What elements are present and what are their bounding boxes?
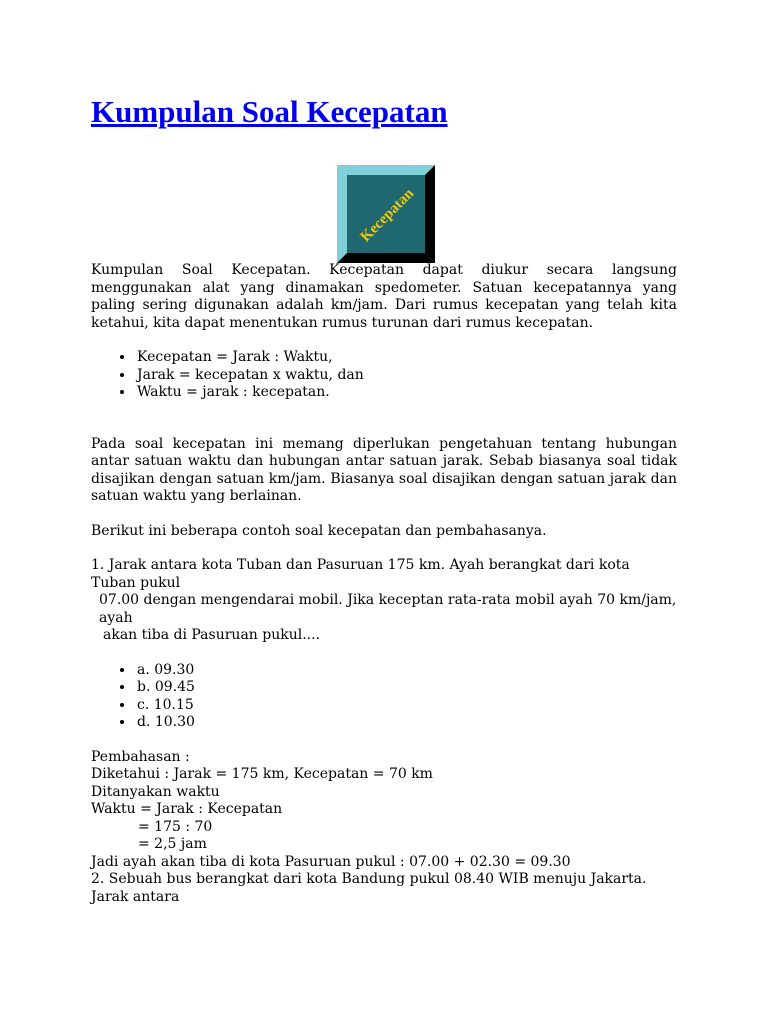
formula-list [91, 349, 677, 402]
question-1-line-3: akan tiba di Pasuruan pukul.... [103, 627, 321, 643]
intro-paragraph: Kumpulan Soal Kecepatan. Kecepatan dapat diukur secara langsung menggunakan alat yang dinamakan spedometer. Satuan kecepatannya yang paling sering digunakan adalah km/jam. Dari rumus kecepatan yang telah kita ketahui, kita dapat menentukan rumus turunan dari rumus kecepatan. [91, 262, 677, 331]
formula-item: • Waktu = jarak : kecepatan. [135, 384, 677, 402]
kecepatan-logo [337, 165, 435, 263]
solution-conclusion: Jadi ayah akan tiba di kota Pasuruan pukul : 07.00 + 02.30 = 09.30 [91, 853, 571, 870]
solution-asked: Ditanyakan waktu [91, 783, 220, 800]
logo-label: Kecepatan [357, 185, 418, 246]
title-link[interactable]: Kumpulan Soal Kecepatan [91, 94, 448, 129]
answer-option-c: • c. 10.15 [135, 697, 677, 715]
solution-step-2: = 2,5 jam [138, 836, 207, 852]
answer-option-b: • b. 09.45 [135, 679, 677, 697]
solution-given: Diketahui : Jarak = 175 km, Kecepatan = 70 km [91, 766, 433, 782]
solution-heading: Pembahasan : [91, 748, 190, 765]
answer-options [91, 662, 677, 732]
kecepatan-logo-graphic [337, 165, 435, 263]
answer-option-d: • d. 10.30 [135, 714, 677, 732]
formula-item: • Kecepatan = Jarak : Waktu, [135, 349, 677, 367]
page-title [91, 92, 448, 132]
solution-step-1: = 175 : 70 [138, 818, 213, 835]
article-body [91, 262, 677, 906]
paragraph-examples-intro: Berikut ini beberapa contoh soal kecepatan dan pembahasanya. [91, 522, 547, 539]
answer-option-a: • a. 09.30 [135, 662, 677, 680]
question-1-line-2: 07.00 dengan mengendarai mobil. Jika keceptan rata-rata mobil ayah 70 km/jam, ayah [99, 592, 677, 626]
question-1-line-1: 1. Jarak antara kota Tuban dan Pasuruan 175 km. Ayah berangkat dari kota Tuban pukul [91, 557, 630, 591]
solution-formula: Waktu = Jarak : Kecepatan [91, 801, 283, 817]
paragraph-relations: Pada soal kecepatan ini memang diperlukan pengetahuan tentang hubungan antar satuan waktu dan hubungan antar satuan jarak. Sebab biasanya soal tidak disajikan dengan satuan km/jam. Biasanya soal disajikan dengan satuan jarak dan satuan waktu yang berlainan. [91, 435, 677, 504]
formula-item: • Jarak = kecepatan x waktu, dan [135, 367, 677, 385]
question-2-line-1: 2. Sebuah bus berangkat dari kota Bandung pukul 08.40 WIB menuju Jakarta. Jarak antara [91, 871, 647, 905]
